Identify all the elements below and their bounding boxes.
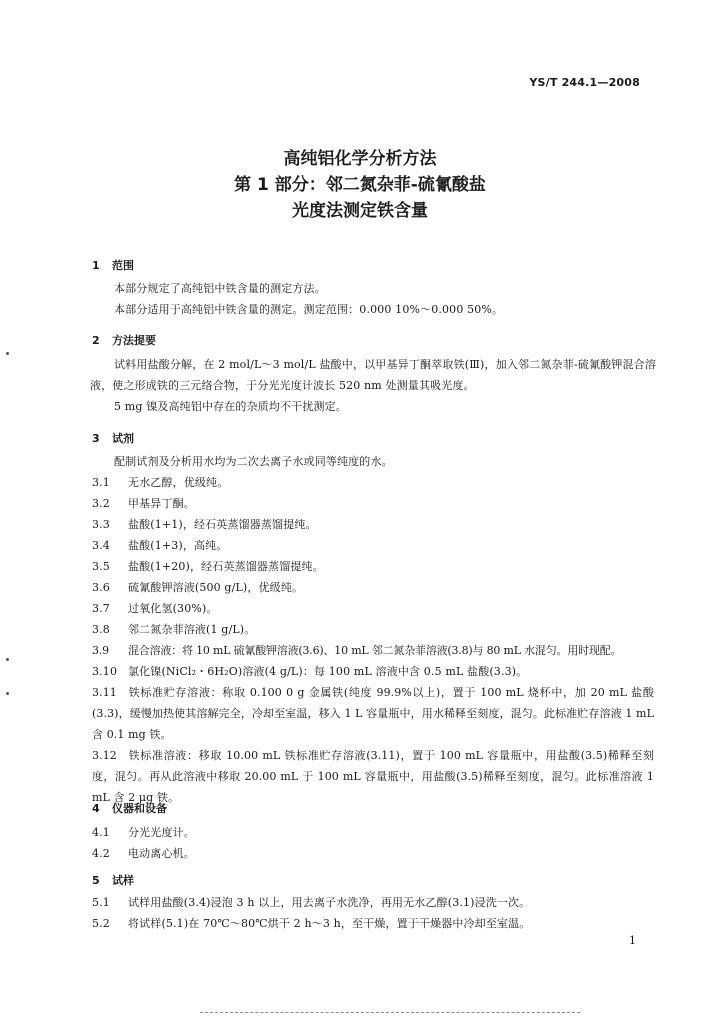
list-item — [92, 745, 654, 808]
section-1-paragraph-2: 本部分适用于高纯铝中铁含量的测定。测定范围：0.000 10%～0.000 50%。 — [114, 303, 504, 316]
list-item — [92, 535, 652, 556]
item-number: 3.3 — [92, 518, 110, 531]
scan-mark — [6, 692, 9, 695]
section-title: 试样 — [112, 874, 134, 887]
title-line-1: 高纯铝化学分析方法 — [283, 149, 437, 169]
section-3-intro: 配制试剂及分析用水均为二次去离子水或同等纯度的水。 — [114, 455, 393, 468]
list-item — [92, 640, 652, 661]
section-2-paragraph-2: 5 mg 镍及高纯铝中存在的杂质均不干扰测定。 — [114, 400, 347, 413]
section-title: 范围 — [112, 259, 134, 272]
page-number: 1 — [629, 934, 636, 947]
item-text: 试样用盐酸(3.4)浸泡 3 h 以上，用去离子水洗净，再用无水乙醇(3.1)浸洗一次。 — [128, 896, 531, 909]
item-text: 硫氰酸钾溶液(500 g/L)，优级纯。 — [128, 581, 304, 594]
section-3-heading — [92, 430, 134, 446]
item-text: 无水乙醇，优级纯。 — [128, 476, 229, 489]
scan-mark — [6, 352, 9, 355]
section-1-paragraph-1: 本部分规定了高纯铝中铁含量的测定方法。 — [114, 282, 326, 295]
list-item — [92, 556, 652, 577]
item-text: 盐酸(1+20)，经石英蒸馏器蒸馏提纯。 — [128, 560, 324, 573]
item-number: 3.1 — [92, 476, 110, 489]
item-text: 邻二氮杂菲溶液(1 g/L)。 — [128, 623, 256, 636]
section-number: 5 — [92, 874, 100, 887]
list-item — [92, 493, 652, 514]
item-text: 分光光度计。 — [128, 826, 195, 839]
section-title: 试剂 — [112, 432, 134, 445]
item-number: 5.2 — [92, 917, 110, 930]
item-text: 甲基异丁酮。 — [128, 497, 195, 510]
scan-edge-line — [200, 1012, 580, 1013]
list-item — [92, 514, 652, 535]
section-number: 2 — [92, 334, 100, 347]
item-text: 电动离心机。 — [128, 847, 195, 860]
section-number: 4 — [92, 802, 100, 815]
section-4-heading — [92, 800, 167, 816]
list-item — [92, 913, 652, 934]
item-text: 将试样(5.1)在 70℃～80℃烘干 2 h～3 h，至干燥，置于干燥器中冷却至室温。 — [128, 917, 531, 930]
item-text: 盐酸(1+1)，经石英蒸馏器蒸馏提纯。 — [128, 518, 317, 531]
list-item — [92, 892, 652, 913]
item-number: 3.8 — [92, 623, 110, 636]
section-title: 方法提要 — [112, 334, 156, 347]
section-1-heading — [92, 257, 134, 273]
item-number: 3.11 — [92, 686, 117, 699]
item-number: 5.1 — [92, 896, 110, 909]
section-number: 1 — [92, 259, 100, 272]
item-number: 3.9 — [92, 644, 109, 657]
item-text: 混合溶液：将 10 mL 硫氰酸钾溶液(3.6)、10 mL 邻二氮杂菲溶液(3.8)与 80 mL 水混匀。用时现配。 — [128, 644, 622, 657]
section-title: 仪器和设备 — [112, 802, 167, 815]
standard-code: YS/T 244.1—2008 — [529, 76, 640, 89]
item-number: 4.2 — [92, 847, 110, 860]
item-text: 盐酸(1+3)，高纯。 — [128, 539, 228, 552]
item-number: 3.6 — [92, 581, 110, 594]
list-item — [92, 843, 652, 864]
list-item — [92, 472, 652, 493]
section-2-paragraph-1: 试料用盐酸分解，在 2 mol/L～3 mol/L 盐酸中，以甲基异丁酮萃取铁(Ⅲ)，加入邻二氮杂菲-硫氰酸钾混合溶液，使之形成铁的三元络合物，于分光光度计波长 520 nm 处测量其吸光度。 — [90, 358, 656, 392]
title-line-2: 第 1 部分：邻二氮杂菲-硫氰酸盐 — [234, 175, 486, 195]
section-5-heading — [92, 872, 134, 888]
item-number: 3.2 — [92, 497, 110, 510]
list-item — [92, 577, 652, 598]
list-item — [92, 598, 652, 619]
item-text: 过氧化氢(30%)。 — [128, 602, 218, 615]
scan-mark — [6, 658, 9, 661]
item-number: 4.1 — [92, 826, 110, 839]
title-line-3: 光度法测定铁含量 — [292, 201, 428, 221]
list-item — [92, 822, 652, 843]
item-number: 3.12 — [92, 749, 117, 762]
item-number: 3.10 — [92, 665, 118, 678]
item-text: 铁标准溶液：移取 10.00 mL 铁标准贮存溶液(3.11)，置于 100 mL 容量瓶中，用盐酸(3.5)稀释至刻度，混匀。再从此溶液中移取 20.00 mL 于 100 mL 容量瓶中，用盐酸(3.5)稀释至刻度，混匀。此标准溶液 1 mL 含 2 μg 铁。 — [92, 749, 654, 804]
item-number: 3.5 — [92, 560, 110, 573]
item-text: 氯化镍(NiCl₂・6H₂O)溶液(4 g/L)：每 100 mL 溶液中含 0.5 mL 盐酸(3.3)。 — [128, 665, 528, 678]
section-number: 3 — [92, 432, 100, 445]
section-2-heading — [92, 332, 156, 348]
list-item — [92, 661, 652, 682]
list-item — [92, 682, 654, 745]
item-text: 铁标准贮存溶液：称取 0.100 0 g 金属铁(纯度 99.9%以上)，置于 100 mL 烧杯中，加 20 mL 盐酸(3.3)，缓慢加热使其溶解完全，冷却至室温，移入 1 L 容量瓶中，用水稀释至刻度，混匀。此标准贮存溶液 1 mL 含 0.1 mg 铁。 — [92, 686, 654, 741]
item-number: 3.4 — [92, 539, 110, 552]
list-item — [92, 619, 652, 640]
item-number: 3.7 — [92, 602, 110, 615]
